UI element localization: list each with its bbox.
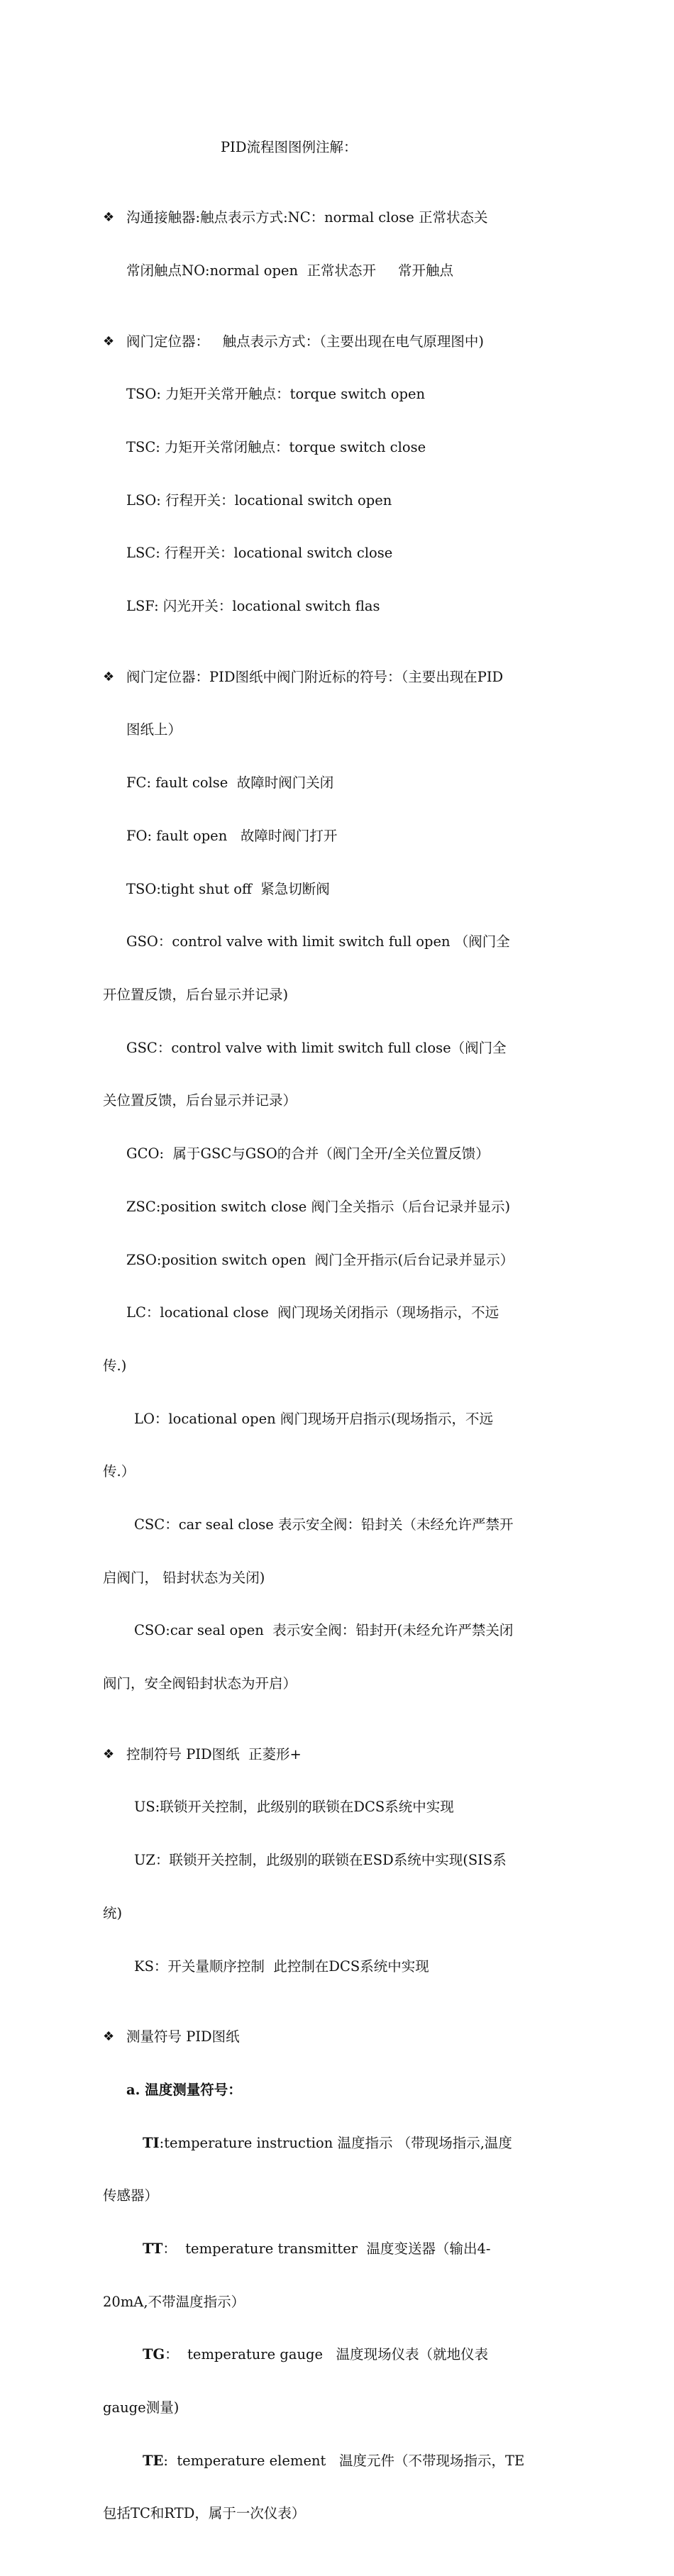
list-item-tt <box>103 2241 564 2258</box>
list-item-cso-wrap: 阀门，安全阀铅封状态为开启） <box>103 1675 297 1692</box>
heading-text: 阀门定位器： 触点表示方式：（主要出现在电气原理图中) <box>126 333 484 350</box>
document-body <box>103 86 564 2576</box>
list-item-gso-wrap: 开位置反馈，后台显示并记录) <box>103 986 289 1003</box>
code-tg: TG <box>143 2346 165 2363</box>
list-item-cso: CSO:car seal open 表示安全阀：铅封开(未经允许严禁关闭 <box>134 1622 514 1639</box>
heading-text: 沟通接触器:触点表示方式:NC：normal close 正常状态关 <box>126 209 488 226</box>
list-item-ks: KS：开关量顺序控制 此控制在DCS系统中实现 <box>134 1958 429 1975</box>
list-item-gso: GSO：control valve with limit switch full open （阀门全 <box>126 933 510 950</box>
document-title: PID流程图图例注解： <box>221 138 358 155</box>
section-contact-continuation: 常闭触点NO:normal open 正常状态开 常开触点 <box>126 262 454 279</box>
list-item-tso: TSO:tight shut off 紧急切断阀 <box>126 880 330 897</box>
list-item-lc-wrap: 传.) <box>103 1357 127 1374</box>
list-item-fo: FO: fault open 故障时阀门打开 <box>126 827 338 844</box>
list-item-gco: GCO: 属于GSC与GSO的合并（阀门全开/全关位置反馈） <box>126 1145 490 1162</box>
heading-text: 控制符号 PID图纸 正菱形+ <box>126 1745 302 1762</box>
section-control-heading <box>103 1746 564 1764</box>
list-item-lo: LO：locational open 阀门现场开启指示(现场指示，不远 <box>134 1410 494 1427</box>
list-item: TSO: 力矩开关常开触点：torque switch open <box>126 386 426 403</box>
list-item-lo-wrap: 传.） <box>103 1463 136 1480</box>
list-item-ti-wrap: 传感器） <box>103 2187 159 2204</box>
list-item-zso: ZSO:position switch open 阀门全开指示(后台记录并显示） <box>126 1251 514 1268</box>
list-item-csc-wrap: 启阀门， 铅封状态为关闭) <box>103 1569 265 1586</box>
diamond-bullet-icon: ❖ <box>103 2029 115 2045</box>
code-tt: TT <box>143 2240 163 2257</box>
list-item-lc: LC：locational close 阀门现场关闭指示（现场指示，不远 <box>126 1304 499 1321</box>
section-measurement-heading <box>103 2028 564 2046</box>
list-item: LSF: 闪光开关：locational switch flas <box>126 598 380 615</box>
desc-tg: ： temperature gauge 温度现场仪表（就地仪表 <box>165 2346 489 2363</box>
diamond-bullet-icon: ❖ <box>103 210 115 226</box>
list-item-te <box>103 2453 564 2470</box>
list-item: LSC: 行程开关：locational switch close <box>126 545 393 562</box>
list-item-tg <box>103 2346 564 2364</box>
list-item-zsc: ZSC:position switch close 阀门全关指示（后台记录并显示) <box>126 1198 511 1215</box>
list-item-uz-wrap: 统) <box>103 1904 123 1921</box>
heading-continuation: 图纸上） <box>126 721 182 738</box>
desc-te: : temperature element 温度元件（不带现场指示，TE <box>163 2452 525 2469</box>
diamond-bullet-icon: ❖ <box>103 333 115 349</box>
list-item-ti <box>103 2135 564 2153</box>
heading-text: 阀门定位器：PID图纸中阀门附近标的符号：（主要出现在PID <box>126 668 504 685</box>
code-ti: TI <box>143 2134 160 2151</box>
list-item-gsc: GSC：control valve with limit switch full close（阀门全 <box>126 1039 507 1056</box>
list-item-gsc-wrap: 关位置反馈，后台显示并记录） <box>103 1092 297 1109</box>
list-item: LSO: 行程开关：locational switch open <box>126 492 392 509</box>
list-item-csc: CSC：car seal close 表示安全阀：铅封关（未经允许严禁开 <box>134 1516 514 1533</box>
desc-ti: :temperature instruction 温度指示 （带现场指示,温度 <box>159 2134 512 2151</box>
list-item-fc: FC: fault colse 故障时阀门关闭 <box>126 775 334 792</box>
subheading-temperature: a. 温度测量符号： <box>126 2081 242 2098</box>
list-item: TSC: 力矩开关常闭触点：torque switch close <box>126 439 426 456</box>
list-item-tt-wrap: 20mA,不带温度指示） <box>103 2293 245 2310</box>
list-item-us: US:联锁开关控制，此级别的联锁在DCS系统中实现 <box>134 1799 454 1816</box>
diamond-bullet-icon: ❖ <box>103 669 115 684</box>
desc-tt: ： temperature transmitter 温度变送器（输出4- <box>162 2240 491 2257</box>
list-item-tg-wrap: gauge测量) <box>103 2399 179 2416</box>
section-positioner-pid-heading <box>103 669 564 687</box>
heading-text: 测量符号 PID图纸 <box>126 2028 240 2045</box>
section-positioner-contact-heading <box>103 333 564 351</box>
list-item-uz: UZ：联锁开关控制，此级别的联锁在ESD系统中实现(SIS系 <box>134 1852 507 1869</box>
diamond-bullet-icon: ❖ <box>103 1746 115 1762</box>
code-te: TE <box>143 2452 164 2469</box>
section-contact-heading <box>103 209 564 227</box>
list-item-te-wrap: 包括TC和RTD，属于一次仪表） <box>103 2505 306 2522</box>
